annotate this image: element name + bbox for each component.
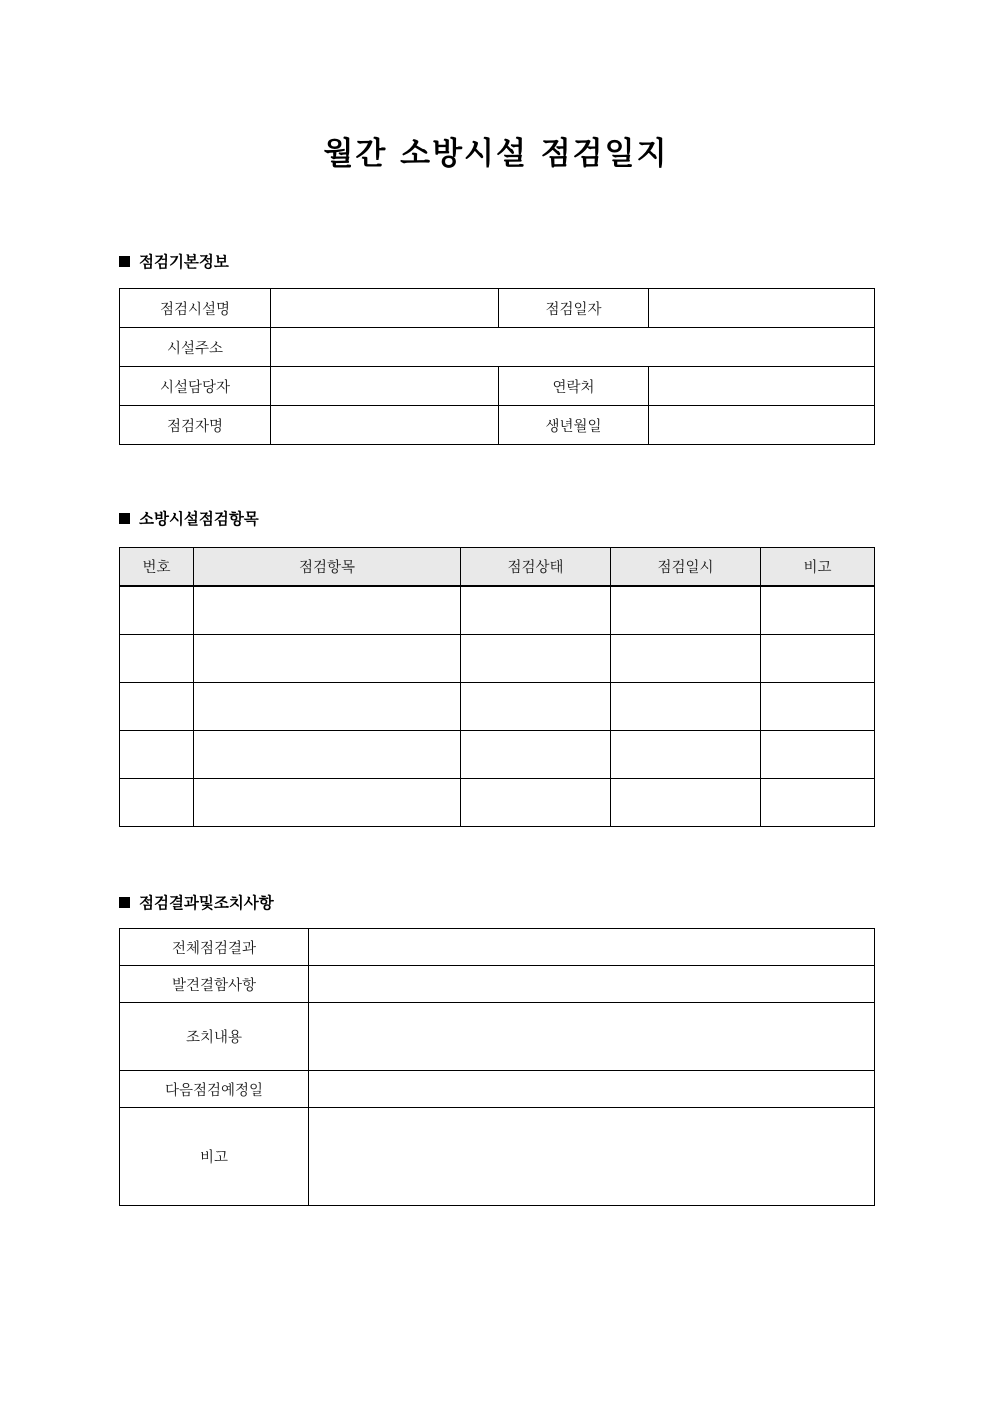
field-label-facility-manager: 시설담당자 <box>120 367 271 406</box>
cell-datetime[interactable] <box>611 779 761 827</box>
field-label-contact: 연락처 <box>499 367 649 406</box>
cell-status[interactable] <box>461 779 611 827</box>
field-value-inspection-date[interactable] <box>649 289 875 328</box>
section-heading-inspection-items <box>119 507 259 529</box>
cell-datetime[interactable] <box>611 635 761 683</box>
cell-status[interactable] <box>461 683 611 731</box>
section-heading-basic-info-label: 점검기본정보 <box>139 253 229 271</box>
field-value-facility-name[interactable] <box>271 289 499 328</box>
field-value-remarks[interactable] <box>309 1108 875 1206</box>
cell-no[interactable] <box>120 586 194 635</box>
page-title: 월간 소방시설 점검일지 <box>323 136 669 172</box>
column-header-remarks: 비고 <box>761 548 875 587</box>
cell-remarks[interactable] <box>761 635 875 683</box>
square-bullet-icon <box>119 513 130 524</box>
table-row <box>120 1003 875 1071</box>
cell-status[interactable] <box>461 586 611 635</box>
field-label-next-inspection-date: 다음점검예정일 <box>120 1071 309 1108</box>
inspection-items-table <box>119 547 875 827</box>
cell-no[interactable] <box>120 779 194 827</box>
table-row <box>120 1108 875 1206</box>
field-label-overall-result: 전체점검결과 <box>120 929 309 966</box>
section-heading-basic-info <box>119 250 229 272</box>
cell-datetime[interactable] <box>611 586 761 635</box>
field-value-actions-taken[interactable] <box>309 1003 875 1071</box>
field-value-overall-result[interactable] <box>309 929 875 966</box>
cell-item[interactable] <box>194 683 461 731</box>
cell-datetime[interactable] <box>611 731 761 779</box>
column-header-item: 점검항목 <box>194 548 461 587</box>
field-value-facility-address[interactable] <box>271 328 875 367</box>
table-row <box>120 328 875 367</box>
field-label-birthdate: 생년월일 <box>499 406 649 445</box>
field-label-inspector-name: 점검자명 <box>120 406 271 445</box>
table-row <box>120 929 875 966</box>
field-label-facility-address: 시설주소 <box>120 328 271 367</box>
table-row <box>120 731 875 779</box>
section-heading-results-label: 점검결과및조치사항 <box>139 894 274 912</box>
field-value-defects-found[interactable] <box>309 966 875 1003</box>
cell-no[interactable] <box>120 731 194 779</box>
column-header-datetime: 점검일시 <box>611 548 761 587</box>
column-header-status: 점검상태 <box>461 548 611 587</box>
field-label-inspection-date: 점검일자 <box>499 289 649 328</box>
field-value-birthdate[interactable] <box>649 406 875 445</box>
field-value-next-inspection-date[interactable] <box>309 1071 875 1108</box>
cell-remarks[interactable] <box>761 779 875 827</box>
field-value-inspector-name[interactable] <box>271 406 499 445</box>
field-label-facility-name: 점검시설명 <box>120 289 271 328</box>
cell-remarks[interactable] <box>761 586 875 635</box>
field-label-actions-taken: 조치내용 <box>120 1003 309 1071</box>
cell-remarks[interactable] <box>761 731 875 779</box>
results-table <box>119 928 875 1206</box>
column-header-no: 번호 <box>120 548 194 587</box>
table-row <box>120 779 875 827</box>
cell-item[interactable] <box>194 635 461 683</box>
cell-status[interactable] <box>461 635 611 683</box>
cell-remarks[interactable] <box>761 683 875 731</box>
table-row <box>120 966 875 1003</box>
cell-item[interactable] <box>194 731 461 779</box>
cell-no[interactable] <box>120 683 194 731</box>
table-row <box>120 289 875 328</box>
cell-item[interactable] <box>194 586 461 635</box>
cell-status[interactable] <box>461 731 611 779</box>
cell-no[interactable] <box>120 635 194 683</box>
table-header-row <box>120 548 875 587</box>
square-bullet-icon <box>119 897 130 908</box>
table-row <box>120 1071 875 1108</box>
square-bullet-icon <box>119 256 130 267</box>
table-row <box>120 635 875 683</box>
table-row <box>120 586 875 635</box>
table-row <box>120 367 875 406</box>
basic-info-table <box>119 288 875 445</box>
field-label-defects-found: 발견결함사항 <box>120 966 309 1003</box>
field-value-facility-manager[interactable] <box>271 367 499 406</box>
cell-item[interactable] <box>194 779 461 827</box>
table-row <box>120 406 875 445</box>
field-value-contact[interactable] <box>649 367 875 406</box>
section-heading-inspection-items-label: 소방시설점검항목 <box>139 510 259 528</box>
table-row <box>120 683 875 731</box>
cell-datetime[interactable] <box>611 683 761 731</box>
field-label-remarks: 비고 <box>120 1108 309 1206</box>
section-heading-results <box>119 891 274 913</box>
